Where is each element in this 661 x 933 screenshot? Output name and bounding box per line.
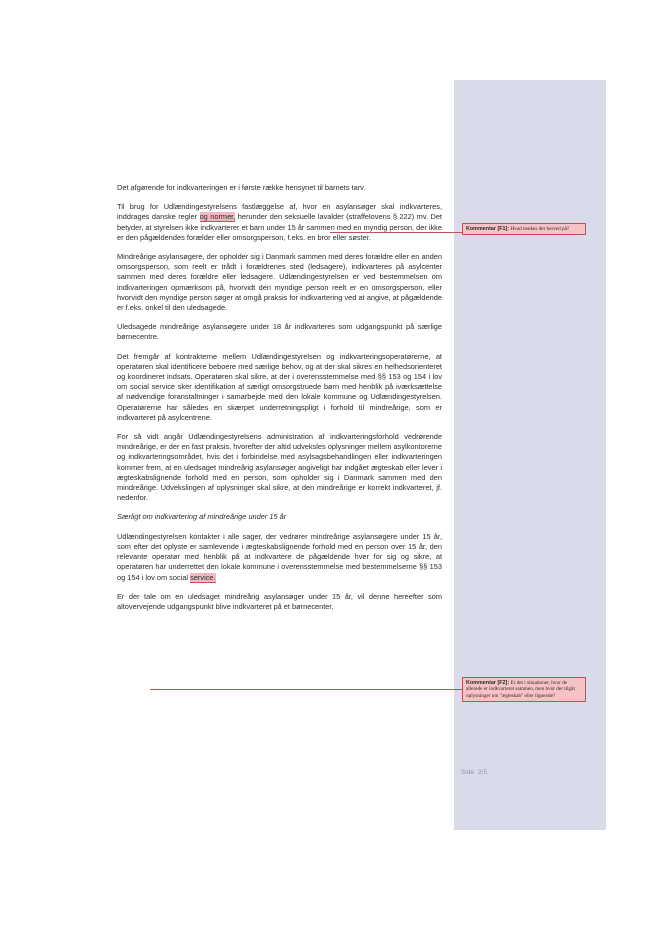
comment-f1[interactable] — [462, 223, 586, 235]
comment-margin — [454, 80, 606, 830]
paragraph-2: Til brug for Udlændingestyrelsens fastlæggelse af, hvor en asylansøger skal indkvarteres, inddrages danske regler og normer, herunder den seksuelle lavalder (straffelovens § 222) mv. Det betyder, at styrelsen ikke indkvarterer et barn under 15 år sammen med en myndig person, der ikke er den pågældendes forælder eller omsorgsperson, f.eks. en bror eller søster. — [117, 202, 442, 242]
paragraph-1: Det afgørende for indkvarteringen er i første række hensynet til barnets tarv. — [117, 183, 366, 192]
comment-label: Kommentar [F1]: — [466, 226, 510, 232]
comment-f2[interactable] — [462, 677, 586, 702]
paragraph-6: For så vidt angår Udlændingestyrelsens administration af indkvarteringsforhold vedrørende mindreårige, er der en fast praksis, hvorefter der altid udveksles oplysninger mellem asylkontorerne og indkvarteringsområdet, hvis det i forbindelse med asylsagsbehandlingen eller indkvarteringen kommer frem, at en uledsaget mindreårig asylansøger angiveligt har indgået ægteskab eller lever i ægteskabslignende forhold med en person, som opholder sig i Danmark sammen med den mindreårige. Udvekslingen af oplysninger skal sikre, at den mindreårige er korrekt indkvarteret, jf. nedenfor. — [117, 432, 442, 503]
paragraph-4: Uledsagede mindreårige asylansøgere under 18 år indkvarteres som udgangspunkt på særlige børnecentre. — [117, 322, 442, 342]
comment-anchor-f1[interactable]: og normer, — [199, 212, 236, 222]
page-number — [461, 770, 487, 776]
paragraph-3: Mindreårige asylansøgere, der opholder sig i Danmark sammen med deres forældre eller en anden omsorgsperson, som reelt er trådt i forældrenes sted (ledsagere), indkvarteres på asylcenter sammen med deres forældre eller ledsagere. Udlændingestyrelsen er ved bestemmelsen om indkvarteringen opmærksom på, hvorvidt den myndige person reelt er en omsorgsperson, eller hvorvidt den myndige person søger at omgå praksis for indkvartering ved at angive, at pågældende er f.eks. onkel til den uledsagede. — [117, 252, 442, 313]
document-body — [117, 183, 442, 621]
comment-anchor-f2[interactable]: service. — [190, 572, 216, 582]
section-heading: Særligt om indkvartering af mindreårige under 15 år — [117, 512, 287, 522]
comment-connector-f2 — [150, 689, 462, 690]
comment-label: Kommentar [F2]: — [466, 680, 510, 686]
comment-text: Er det i situationer, hvor de allerede er indkvarteret sammen, men hvor der tilgår oplysninger om "ægteskab" eller lignende? — [466, 680, 576, 699]
paragraph-8: Er der tale om en uledsaget mindreårig asylansøger under 15 år, vil denne hereefter som altovervejende udgangspunkt blive indkvarteret på et børnecenter, — [117, 591, 442, 611]
paragraph-7: Udlændingestyrelsen kontakter i alle sager, der vedrører mindreårige asylansøgere under 15 år, som efter det oplyste er samlevende i ægteskabslignende forhold med en person over 15 år, den relevante operatør med henblik på at indkvartere de pågældende hver for sig og sikre, at operatøren har underrettet den lokale kommune i overensstemmelse med bestemmelserne §§ 153 og 154 i lov om social service. — [117, 531, 442, 582]
comment-text: Hvad tænkes der herved på? — [510, 226, 570, 232]
page-label: Side — [461, 770, 475, 776]
page-value: 2/5 — [478, 770, 488, 776]
paragraph-5: Det fremgår af kontrakterne mellem Udlændingestyrelsen og indkvarteringsoperatørerne, at operatøren skal identificere beboere med særlige behov, og at der skal sikres en helhedsorienteret og koordineret indsats. Operatøren skal sikre, at der i overensstemmelse med §§ 153 og 154 i lov om social service sker identifikation af særligt omsorgstruede børn med henblik på iværksættelse af nødvendige foranstaltninger i samarbejde med den lokale kommune og Udlændingestyrelsen. Operatørerne har således en skærpet underretningspligt i forhold til mindreårige, som er indkvarteret på asylcentrene. — [117, 351, 442, 422]
comment-connector-f1 — [330, 232, 462, 233]
